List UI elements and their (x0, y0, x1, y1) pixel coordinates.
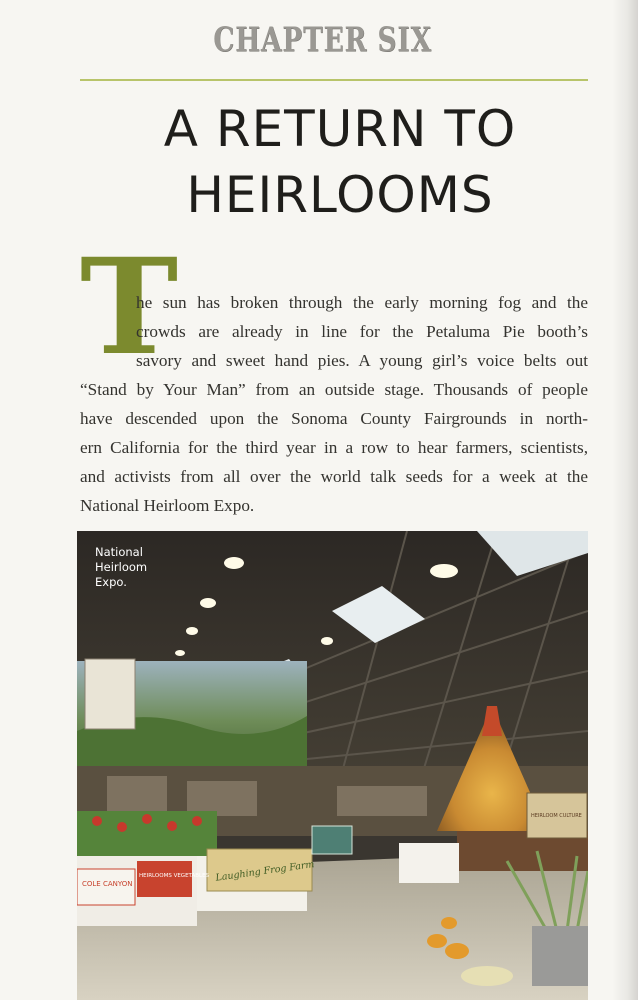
hanging-banner (85, 659, 135, 729)
body-paragraph (80, 288, 588, 520)
body-line: “Stand by Your Man” from an outside stage. Thousands of people (80, 380, 588, 399)
caption-line: Expo. (95, 575, 127, 589)
body-line: ern California for the third year in a row to hear farmers, scientists, (80, 438, 588, 457)
sign-text-laughing-frog: Laughing Frog Farm (214, 859, 316, 884)
sign-text-cole-canyon: COLE CANYON (82, 880, 133, 888)
header-rule (80, 79, 588, 81)
green-bin (312, 826, 352, 854)
sign-text-heirlooms: HEIRLOOMS VEGETABLES (139, 873, 210, 879)
expo-photo (77, 531, 588, 1000)
booth-sign-heirlooms (137, 861, 192, 897)
chapter-title (60, 96, 620, 228)
body-line: savory and sweet hand pies. A young girl’s voice belts out (136, 351, 588, 370)
body-line: National Heirloom Expo. (80, 496, 255, 515)
drop-cap: T (80, 230, 179, 385)
caption-line: National (95, 545, 143, 559)
body-line: he sun has broken through the early morning fog and the (136, 293, 588, 312)
expo-photo-illustration (77, 531, 588, 1000)
chapter-title-line-1: A RETURN TO (163, 100, 517, 158)
metal-bucket (532, 926, 588, 986)
body-line: crowds are already in line for the Petaluma Pie booth’s (136, 322, 588, 341)
caption-line: Heirloom (95, 560, 148, 574)
body-line: have descended upon the Sonoma County Fairgrounds in north- (80, 409, 588, 428)
body-line: and activists from all over the world talk seeds for a week at the (80, 467, 588, 486)
photo-caption (95, 545, 147, 590)
sign-text-right: HEIRLOOM CULTURE (531, 813, 582, 819)
chapter-title-line-2: HEIRLOOMS (186, 166, 494, 224)
chapter-label: CHAPTER SIX (213, 20, 432, 60)
